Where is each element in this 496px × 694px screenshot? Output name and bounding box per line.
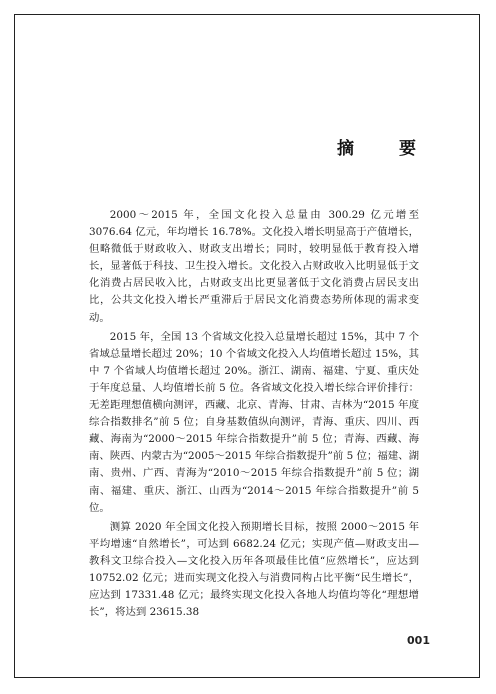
paragraph-1: 2000～2015 年，全国文化投入总量由 300.29 亿元增至 3076.64 亿元，年均增长 16.78%。文化投入增长明显高于产值增长，但略微低于财政收入、财政支出增长；同时，较明显低于教育投入增长，显著低于科技、卫生投入增长。文化投入占财政收入比明显低于文化消费占居民收入比，占财政支出比更显著低于文化消费占居民支出比，公共文化投入增长严重滞后于居民文化消费态势所体现的需求变动。 <box>89 209 419 324</box>
abstract-body <box>89 207 419 623</box>
paragraph-2: 2015 年，全国 13 个省域文化投入总量增长超过 15%，其中 7 个省域总量增长超过 20%；10 个省域文化投入人均值增长超过 15%，其中 7 个省域人均值增长超过 20%。浙江、湖南、福建、宁夏、重庆处于年度总量、人均值增长前 5 位。各省域文化投入增长综合评价排行：无差距理想值横向测评，西藏、北京、青海、甘肃、吉林为“2015 年度综合指数排名”前 5 位；自身基数值纵向测评，青海、重庆、四川、西藏、海南为“2000～2015 年综合指数提升”前 5 位；青海、西藏、海南、陕西、内蒙古为“2005～2015 年综合指数提升”前 5 位；福建、湖南、贵州、广西、青海为“2010～2015 年综合指数提升”前 5 位；湖南、福建、重庆、浙江、山西为“2014～2015 年综合指数提升”前 5 位。 <box>89 330 419 514</box>
page-number: 001 <box>407 634 430 647</box>
abstract-heading: 摘 要 <box>337 139 430 159</box>
paragraph-3: 测算 2020 年全国文化投入预期增长目标，按照 2000～2015 年平均增速“自然增长”，可达到 6682.24 亿元；实现产值—财政支出—教科文卫综合投入—文化投入历年各项最佳比值“应然增长”，应达到 10752.02 亿元；进而实现文化投入与消费同构占比平衡“民生增长”，应达到 17331.48 亿元；最终实现文化投入各地人均值均等化“理想增长”，将达到 23615.38 <box>89 520 419 619</box>
